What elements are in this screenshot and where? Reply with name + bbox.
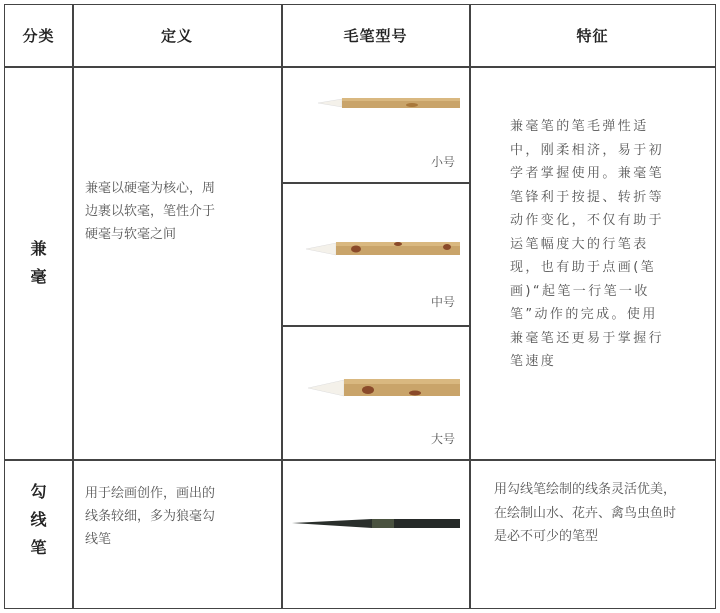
grid-line <box>469 5 471 608</box>
brush-table <box>4 4 716 609</box>
text-line: 学者掌握使用。兼毫笔 <box>510 166 665 181</box>
header-brush-model: 毛笔型号 <box>343 27 408 45</box>
text-line: 用勾线笔绘制的线条灵活优美， <box>494 482 677 497</box>
text-line: 兼毫笔的笔毛弹性适 <box>510 119 649 134</box>
text-line: 现，也有助于点画(笔 <box>510 260 657 275</box>
model-large <box>282 326 469 459</box>
category-char: 勾 <box>30 482 47 501</box>
text-line: 运笔幅度大的行笔表 <box>510 236 649 252</box>
size-label-large: 大号 <box>430 432 455 446</box>
text-line: 边裹以软毫，笔性介于 <box>85 204 216 219</box>
category-char: 兼 <box>30 239 47 258</box>
text-line: 兼毫笔还更易于掌握行 <box>510 330 665 346</box>
text-line: 中，刚柔相济，易于初 <box>510 142 665 158</box>
text-line: 画)“起笔一行笔一收 <box>510 283 650 299</box>
category-char: 毫 <box>30 267 47 286</box>
header-category: 分类 <box>22 27 55 45</box>
features-jianhao <box>510 115 710 374</box>
header-features: 特征 <box>576 27 609 45</box>
category-outline-brush <box>5 475 72 565</box>
outline-brush-image <box>282 461 469 609</box>
text-line: 硬毫与软毫之间 <box>85 227 177 242</box>
size-label-medium: 中号 <box>430 295 455 309</box>
model-medium <box>282 183 469 325</box>
text-line: 用于绘画创作，画出的 <box>85 486 216 501</box>
category-char: 线 <box>30 510 47 529</box>
category-char: 笔 <box>30 538 47 557</box>
model-small <box>282 67 469 182</box>
text-line: 动作变化，不仅有助于 <box>510 213 665 228</box>
text-line: 笔速度 <box>510 354 557 369</box>
definition-jianhao <box>73 177 281 246</box>
definition-outline-brush <box>73 482 281 551</box>
text-line: 线条较细，多为狼毫勾 <box>85 509 216 524</box>
features-outline-brush <box>494 478 719 549</box>
text-line: 在绘制山水、花卉、禽鸟虫鱼时 <box>494 505 677 521</box>
category-jianhao <box>5 67 72 459</box>
text-line: 笔锋利于按提、转折等 <box>510 189 665 205</box>
model-outline-brush <box>282 461 469 609</box>
text-line: 线笔 <box>85 532 112 547</box>
size-label-small: 小号 <box>430 155 455 169</box>
header-definition: 定义 <box>160 27 193 45</box>
text-line: 兼毫以硬毫为核心，周 <box>85 181 216 196</box>
text-line: 笔”动作的完成。使用 <box>510 307 658 322</box>
text-line: 是必不可少的笔型 <box>494 529 599 544</box>
